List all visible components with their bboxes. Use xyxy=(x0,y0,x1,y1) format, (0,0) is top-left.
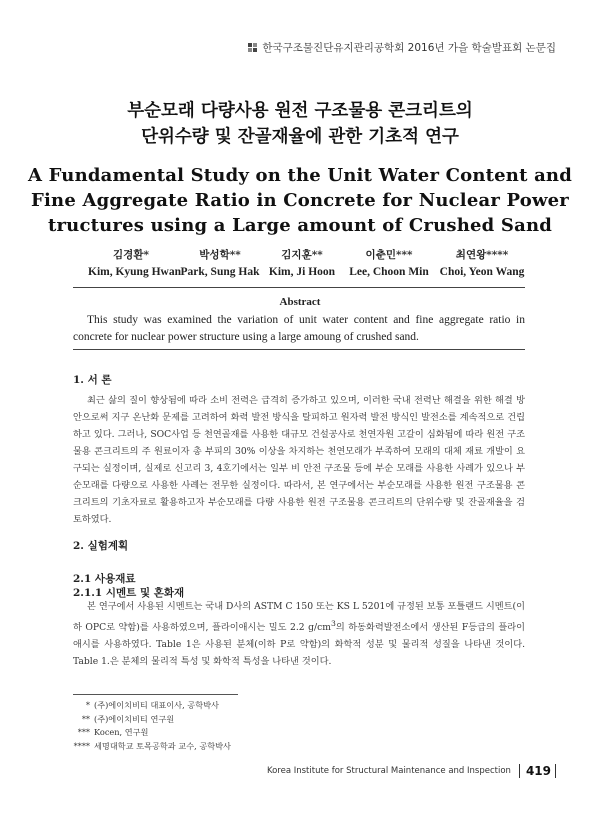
subsection-2-1-1-heading: 2.1.1 시멘트 및 혼화재 xyxy=(73,587,185,599)
author-5 xyxy=(436,247,528,281)
author-list xyxy=(88,247,528,287)
journal-header-text: 한국구조물진단유지관리공학회 2016년 가을 학술발표회 논문집 xyxy=(262,42,556,54)
author-4 xyxy=(344,247,434,281)
journal-mark-icon xyxy=(248,43,258,53)
footnote-text: (주)에이치비티 대표이사, 공학박사 xyxy=(94,700,219,710)
author-name-korean: 김지훈** xyxy=(281,249,323,261)
abstract-bottom-rule xyxy=(73,349,525,350)
footnote-text: Kocen, 연구원 xyxy=(94,727,149,737)
author-name-english: Lee, Choon Min xyxy=(349,266,429,278)
footnote-mark: *** xyxy=(77,727,90,737)
footnote-mark: ** xyxy=(81,713,90,724)
section-2-heading: 2. 실험계획 xyxy=(73,540,129,552)
author-name-english: Park, Sung Hak xyxy=(180,266,260,278)
subsection-2-1-heading: 2.1 사용재료 xyxy=(73,573,136,585)
author-name-english: Kim, Ji Hoon xyxy=(268,266,336,278)
footer-end-bar xyxy=(555,764,556,778)
title-korean-line-2: 단위수량 및 잔골재율에 관한 기초적 연구 xyxy=(141,127,459,147)
page-footer xyxy=(267,764,556,778)
footnote-item xyxy=(60,740,231,754)
journal-header xyxy=(248,40,556,55)
author-2 xyxy=(180,247,260,281)
subsection-2-1-1-body xyxy=(73,598,525,670)
body-text-part-a: 본 연구에서 사용된 시멘트는 국내 D사의 ASTM C 150 또는 KS L 5201에 규정된 보통 포틀랜드 시멘트(이하 OPC로 약함)를 사용하였으며, 플라이애시는 밀도 2.2 g/cm xyxy=(73,601,525,634)
footer-institute: Korea Institute for Structural Maintenance and Inspection xyxy=(266,766,511,776)
footer-separator xyxy=(519,764,520,778)
abstract-top-rule xyxy=(73,287,525,288)
footnote-rule xyxy=(73,694,238,695)
footnotes xyxy=(60,699,231,753)
author-name-korean: 최연왕**** xyxy=(455,249,509,261)
section-1-body: 최근 삶의 질이 향상됨에 따라 소비 전력은 급격히 증가하고 있으며, 이러한 국내 전력난 해결을 위한 해결 방안으로써 지구 온난화 문제를 고려하여 화력 발전 방식을 탈피하고 원자력 발전 방식인 발전소를 계속적으로 건립하고 있다. 그러나, SOC사업 등 천연골재를 사용한 대규모 건설공사로 천연자원 고갈이 심화됨에 따라 원전 구조물용 콘크리트의 주 원료이자 총 부피의 30% 이상을 차지하는 천연모래가 부족하여 모래의 대체 재료 개발이 요구되는 실정이며, 실제로 신고리 3, 4호기에서는 일부 비 안전 구조물 등에 부순 모래를 사용한 사례가 있으나 부순모래를 다량으로 사용한 사례는 전무한 실정이다. 따라서, 본 연구에서는 부순모래를 사용한 원전 구조물용 콘크리트의 기초자료로 활용하고자 부순모래를 다량 사용한 원전 구조물용 콘크리트의 단위수량 및 잔골재율을 검토하였다. xyxy=(73,395,525,525)
author-name-korean: 박성학** xyxy=(199,249,241,261)
footnote-item xyxy=(60,699,231,713)
author-name-english: Kim, Kyung Hwan xyxy=(88,266,181,278)
footnote-item xyxy=(60,713,231,727)
page-number: 419 xyxy=(525,764,551,778)
author-name-english: Choi, Yeon Wang xyxy=(439,266,525,278)
author-name-korean: 이춘민*** xyxy=(365,249,413,261)
title-english-line-1: A Fundamental Study on the Unit Water Content and xyxy=(28,165,572,186)
footnote-mark: **** xyxy=(73,740,90,751)
footnote-text: 세명대학교 토목공학과 교수, 공학박사 xyxy=(94,740,231,751)
author-1 xyxy=(88,247,181,281)
title-korean-line-1: 부순모래 다량사용 원전 구조물용 콘크리트의 xyxy=(127,101,473,121)
author-3 xyxy=(264,247,340,281)
cubic-superscript: 3 xyxy=(331,619,336,628)
footnote-item xyxy=(60,726,231,740)
abstract-heading: Abstract xyxy=(279,296,321,308)
body-text-part-b: 의 하동화력발전소에서 생산된 F등급의 플라이애시를 사용하였다. Table 1은 사용된 분체(이하 P로 약함)의 화학적 성분 및 물리적 성질을 나타낸 것이다. Table 1.은 분체의 물리적 특성 및 화학적 특성을 나타낸 것이다. xyxy=(73,622,526,668)
author-name-korean: 김경환* xyxy=(113,249,149,261)
title-english-line-2: Fine Aggregate Ratio in Concrete for Nuclear Power xyxy=(31,190,569,211)
footnote-mark: * xyxy=(85,700,90,710)
footnote-text: (주)에이치비티 연구원 xyxy=(94,713,175,724)
abstract-body: This study was examined the variation of unit water content and fine aggregate ratio in concrete for nuclear power structure using a large amoung of crushed sand. xyxy=(73,314,525,343)
title-english-line-3: tructures using a Large amount of Crushed Sand xyxy=(47,215,553,236)
section-1-heading: 1. 서 론 xyxy=(73,374,112,386)
